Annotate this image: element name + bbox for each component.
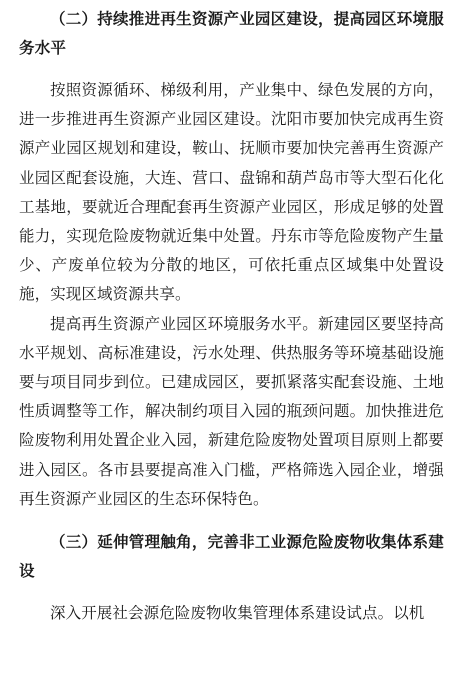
section-two-heading: （二）持续推进再生资源产业园区建设，提高园区环境服务水平 bbox=[19, 9, 444, 57]
section-three-heading: （三）延伸管理触角，完善非工业源危险废物收集体系建设 bbox=[19, 532, 444, 581]
section-two-paragraph-1: 按照资源循环、梯级利用，产业集中、绿色发展的方向，进一步推进再生资源产业园区建设。沈阳市要加快完成再生资源产业园区规划和建设，鞍山、抚顺市要加快完善再生资源产业园区配套设施，大连、营口、盘锦和葫芦岛市等大型石化化工基地，要就近合理配套再生资源产业园区，形成足够的处置能力，实现危险废物就近集中处置。丹东市等危险废物产生量少、产废单位较为分散的地区，可依托重点区域集中处置设施，实现区域资源共享。 bbox=[19, 81, 444, 304]
section-two-paragraph-2: 提高再生资源产业园区环境服务水平。新建园区要坚持高水平规划、高标准建设，污水处理、供热服务等环境基础设施要与项目同步到位。已建成园区，要抓紧落实配套设施、土地性质调整等工作，解决制约项目入园的瓶颈问题。加快推进危险废物利用处置企业入园，新建危险废物处置项目原则上都要进入园区。各市县要提高准入门槛，严格筛选入园企业，增强再生资源产业园区的生态环保特色。 bbox=[19, 314, 444, 508]
section-three-paragraph-1: 深入开展社会源危险废物收集管理体系建设试点。以机 bbox=[50, 604, 425, 623]
